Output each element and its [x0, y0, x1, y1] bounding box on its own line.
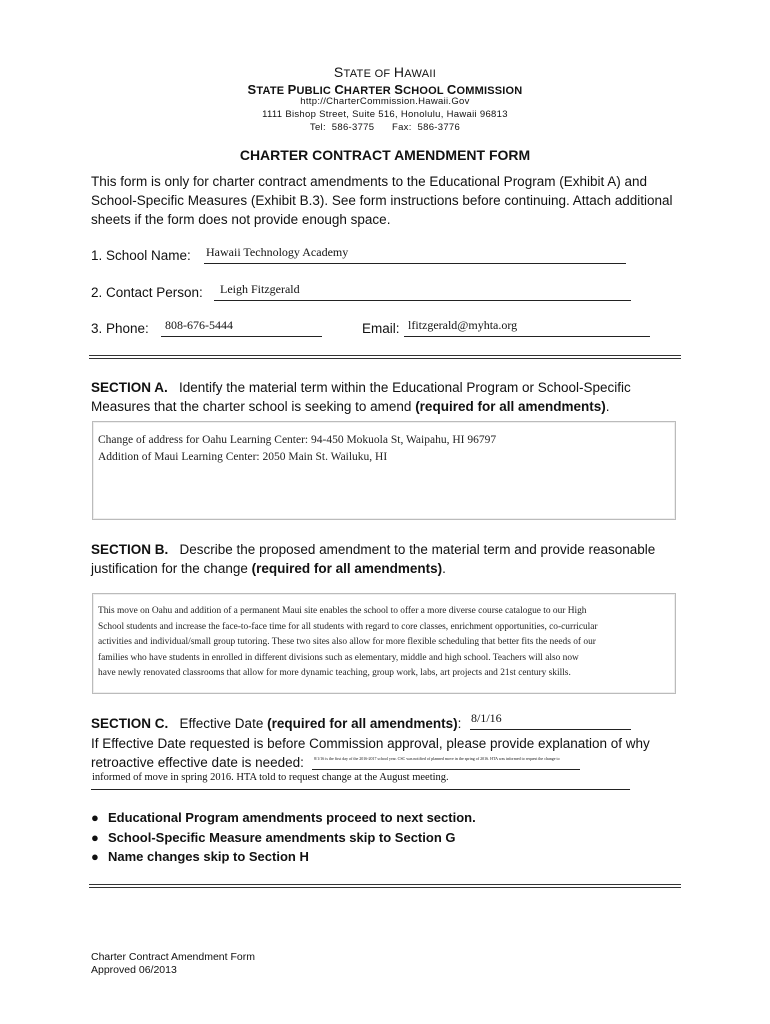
section-b-answer-line: School students and increase the face-to-face time for all students with regard to core classes, enrichment opportunities, co-curricular: [98, 621, 598, 632]
page-footer: [91, 951, 255, 977]
section-c-instruction: If Effective Date requested is before Commission approval, please provide explanation of why: [91, 736, 650, 751]
bullet-icon: ●: [91, 829, 99, 845]
retroactive-explanation-small: 8/1/16 is the first day of the 2016-2017 school year. CSC was notified of planned move in the spring of 2016. HTA was informed to request the change to: [314, 756, 560, 761]
email-field[interactable]: [404, 318, 650, 337]
bullet-icon: ●: [91, 849, 99, 864]
bullet-item: ● School-Specific Measure amendments skip to Section G: [91, 828, 476, 848]
effective-date-field[interactable]: [470, 711, 631, 730]
section-b-answer-line: This move on Oahu and addition of a permanent Maui site enables the school to offer a more diverse course catalogue to our High: [98, 606, 587, 616]
bottom-divider: [89, 887, 681, 888]
section-a-answer-line: Change of address for Oahu Learning Center: 94-450 Mokuola St, Waipahu, HI 96797: [98, 434, 497, 446]
bottom-divider: [89, 884, 681, 885]
retroactive-explanation-field[interactable]: [312, 755, 580, 770]
section-divider: [89, 355, 681, 356]
contact-person-label: 2. Contact Person:: [91, 285, 203, 300]
email-label: Email:: [362, 321, 400, 336]
commission-url: http://CharterCommission.Hawaii.Gov: [300, 96, 470, 107]
section-b-answer-line: have newly renovated classrooms that allow for more dynamic teaching, group work, labs, art projects and 21st century skills.: [98, 668, 571, 679]
footer-approval-date: Approved 06/2013: [91, 964, 177, 976]
section-b-answer-line: families who have students in enrolled in different divisions such as elementary, middle and high school. Teachers will also now: [98, 652, 579, 663]
form-title: CHARTER CONTRACT AMENDMENT FORM: [239, 147, 531, 163]
bullet-icon: ●: [91, 810, 99, 825]
phone-label: 3. Phone:: [91, 321, 149, 336]
state-heading: STATE OF HAWAII: [333, 64, 437, 80]
retroactive-explanation-value: informed of move in spring 2016. HTA told to request change at the August meeting.: [92, 772, 449, 783]
phone-field[interactable]: [161, 318, 322, 337]
school-name-value: Hawaii Technology Academy: [206, 245, 349, 259]
section-b-answer-line: activities and individual/small group tutoring. These two sites also allow for more flexible scheduling that better fits the needs of our: [98, 637, 596, 648]
email-value: lfitzgerald@myhta.org: [408, 318, 518, 332]
retroactive-explanation-line[interactable]: [91, 772, 630, 790]
section-a-heading: SECTION A. Identify the material term within the Educational Program or School-Specific Measures that the charter school is seeking to amend (required for all amendments).: [91, 380, 631, 414]
commission-address: 1111 Bishop Street, Suite 516, Honolulu, Hawaii 96813: [262, 109, 508, 120]
section-a-answer-line: Addition of Maui Learning Center: 2050 Main St. Wailuku, HI: [98, 451, 388, 463]
contact-person-field[interactable]: [214, 282, 631, 301]
bullet-item: ● Name changes skip to Section H: [91, 847, 476, 867]
section-a-answer-box[interactable]: [92, 421, 676, 520]
section-c-retroactive-label: retroactive effective date is needed:: [91, 755, 304, 770]
footer-form-name: Charter Contract Amendment Form: [91, 951, 255, 963]
commission-phone-fax: Tel: 586-3775 Fax: 586-3776: [309, 122, 461, 133]
commission-heading: STATE PUBLIC CHARTER SCHOOL COMMISSION: [247, 82, 523, 97]
intro-text: This form is only for charter contract amendments to the Educational Program (Exhibit A) and School-Specific Measures (Exhibit B.3). See form instructions before continuing. Attach additional sheets if the form does not provide enough space.: [91, 174, 673, 227]
effective-date-value: 8/1/16: [471, 711, 502, 725]
phone-value: 808-676-5444: [165, 318, 233, 332]
instruction-bullets: [91, 808, 476, 867]
section-c-heading: SECTION C. Effective Date (required for all amendments):: [91, 716, 462, 731]
section-b-heading: SECTION B. Describe the proposed amendment to the material term and provide reasonable justification for the change (required for all amendments).: [91, 542, 656, 576]
school-name-field[interactable]: [204, 245, 626, 264]
school-name-label: 1. School Name:: [91, 248, 191, 263]
section-divider: [89, 358, 681, 359]
section-b-answer-box[interactable]: [92, 593, 676, 694]
contact-person-value: Leigh Fitzgerald: [220, 282, 300, 296]
bullet-item: ● Educational Program amendments proceed to next section.: [91, 808, 476, 828]
